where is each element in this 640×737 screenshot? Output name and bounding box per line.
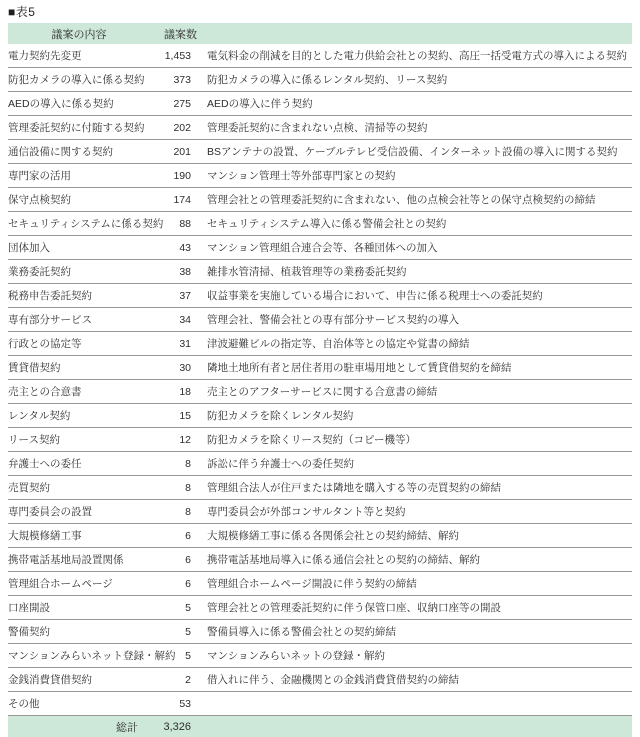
row-agenda-count: 43 — [179, 241, 191, 254]
table-row — [8, 404, 632, 428]
row-description: 専門委員会が外部コンサルタント等と契約 — [207, 506, 406, 518]
row-description: BSアンテナの設置、ケーブルテレビ受信設備、インターネット設備の導入に関する契約 — [207, 146, 618, 158]
table-row — [8, 620, 632, 644]
row-agenda-content: 通信設備に関する契約 — [8, 146, 113, 158]
table-row — [8, 68, 632, 92]
table-row — [8, 332, 632, 356]
row-agenda-count: 31 — [179, 337, 191, 350]
table-row — [8, 44, 632, 68]
table-row — [8, 692, 632, 716]
row-agenda-count: 30 — [179, 361, 191, 374]
row-agenda-count: 202 — [173, 121, 191, 134]
row-agenda-count: 2 — [185, 673, 191, 686]
row-description: 借入れに伴う、金融機関との金銭消費貸借契約の締結 — [207, 674, 459, 686]
table-row — [8, 524, 632, 548]
row-agenda-content: 弁護士への委任 — [8, 458, 82, 470]
row-agenda-content: AEDの導入に係る契約 — [8, 98, 114, 110]
row-agenda-count: 174 — [173, 193, 191, 206]
row-agenda-count: 275 — [173, 97, 191, 110]
row-agenda-count: 5 — [185, 625, 191, 638]
table-row — [8, 212, 632, 236]
table-row — [8, 260, 632, 284]
row-description: 隣地土地所有者と居住者用の駐車場用地として賃貸借契約を締結 — [207, 362, 512, 374]
row-description: 電気料金の削減を目的とした電力供給会社との契約、高圧一括受電方式の導入による契約 — [207, 50, 627, 62]
row-agenda-content: 口座開設 — [8, 602, 50, 614]
row-agenda-content: セキュリティシステムに係る契約 — [8, 218, 164, 230]
row-agenda-count: 15 — [179, 409, 191, 422]
table-row — [8, 452, 632, 476]
row-agenda-content: 警備契約 — [8, 626, 50, 638]
row-agenda-content: 売買契約 — [8, 482, 50, 494]
row-description: 雑排水管清掃、植栽管理等の業務委託契約 — [207, 266, 407, 278]
row-agenda-count: 1,453 — [164, 49, 191, 62]
row-agenda-content: 保守点検契約 — [8, 194, 71, 206]
row-description: 管理委託契約に含まれない点検、清掃等の契約 — [207, 122, 428, 134]
table-row — [8, 116, 632, 140]
row-agenda-content: 売主との合意書 — [8, 386, 82, 398]
row-agenda-count: 34 — [179, 313, 191, 326]
row-agenda-content: 税務申告委託契約 — [8, 290, 92, 302]
row-description: 管理会社との管理委託契約に伴う保管口座、収納口座等の開設 — [207, 602, 501, 614]
row-agenda-count: 88 — [179, 217, 191, 230]
table-row — [8, 644, 632, 668]
row-agenda-content: 専門委員会の設置 — [8, 506, 92, 518]
row-description: AEDの導入に伴う契約 — [207, 98, 313, 110]
row-description: 管理組合ホームページ開設に伴う契約の締結 — [207, 578, 417, 590]
row-agenda-content: 管理委託契約に付随する契約 — [8, 122, 145, 134]
total-label: 総計 — [116, 721, 138, 734]
row-agenda-count: 12 — [179, 433, 191, 446]
row-agenda-content: 大規模修繕工事 — [8, 530, 82, 542]
row-description: 管理組合法人が住戸または隣地を購入する等の売買契約の締結 — [207, 482, 501, 494]
row-agenda-count: 201 — [173, 145, 191, 158]
row-agenda-content: 賃貸借契約 — [8, 362, 61, 374]
row-agenda-content: 行政との協定等 — [8, 338, 82, 350]
row-agenda-count: 38 — [179, 265, 191, 278]
row-description: 管理会社との管理委託契約に含まれない、他の点検会社等との保守点検契約の締結 — [207, 194, 596, 206]
row-agenda-content: 専門家の活用 — [8, 170, 71, 182]
row-description: 訴訟に伴う弁護士への委任契約 — [207, 458, 354, 470]
table-header-row — [8, 23, 632, 44]
row-description: 津波避難ビルの指定等、自治体等との協定や覚書の締結 — [207, 338, 470, 350]
table-row — [8, 428, 632, 452]
row-agenda-content: 専有部分サービス — [8, 314, 92, 326]
row-agenda-content: 業務委託契約 — [8, 266, 71, 278]
row-agenda-count: 53 — [179, 697, 191, 710]
row-description: マンション管理士等外部専門家との契約 — [207, 170, 396, 182]
row-description: 防犯カメラの導入に係るレンタル契約、リース契約 — [207, 74, 448, 86]
table-row — [8, 164, 632, 188]
table-row — [8, 188, 632, 212]
table-row — [8, 668, 632, 692]
row-description: 収益事業を実施している場合において、申告に係る税理士への委託契約 — [207, 290, 543, 302]
table-row — [8, 92, 632, 116]
row-description: 管理会社、警備会社との専有部分サービス契約の導入 — [207, 314, 459, 326]
row-agenda-content: マンションみらいネット登録・解約 — [8, 650, 176, 662]
row-agenda-count: 18 — [179, 385, 191, 398]
row-agenda-count: 373 — [173, 73, 191, 86]
table-row — [8, 140, 632, 164]
row-agenda-content: 防犯カメラの導入に係る契約 — [8, 74, 145, 86]
row-description: 防犯カメラを除くレンタル契約 — [207, 410, 354, 422]
row-description: マンションみらいネットの登録・解約 — [207, 650, 386, 662]
row-agenda-content: リース契約 — [8, 434, 60, 446]
table-row — [8, 500, 632, 524]
row-agenda-count: 5 — [185, 601, 191, 614]
row-agenda-count: 8 — [185, 505, 191, 518]
row-agenda-count: 190 — [173, 169, 191, 182]
row-agenda-count: 5 — [185, 649, 191, 662]
row-description: マンション管理組合連合会等、各種団体への加入 — [207, 242, 438, 254]
row-description: 大規模修繕工事に係る各関係会社との契約締結、解約 — [207, 530, 459, 542]
table-total-row — [8, 716, 632, 737]
table-body — [8, 44, 632, 716]
table-row — [8, 380, 632, 404]
table-title: ■表5 — [8, 5, 36, 19]
row-agenda-content: 電力契約先変更 — [8, 50, 82, 62]
table-row — [8, 356, 632, 380]
row-description: 売主とのアフターサービスに関する合意書の締結 — [207, 386, 438, 398]
row-agenda-content: 金銭消費貸借契約 — [8, 674, 92, 686]
table-row — [8, 236, 632, 260]
row-description: セキュリティシステム導入に係る警備会社との契約 — [207, 218, 447, 230]
table-row — [8, 596, 632, 620]
row-agenda-count: 8 — [185, 457, 191, 470]
row-agenda-content: レンタル契約 — [8, 410, 71, 422]
table-row — [8, 572, 632, 596]
table-row — [8, 548, 632, 572]
table-row — [8, 308, 632, 332]
row-agenda-content: 携帯電話基地局設置関係 — [8, 554, 124, 566]
row-agenda-content: その他 — [8, 698, 40, 710]
table-row — [8, 284, 632, 308]
table-row — [8, 476, 632, 500]
header-agenda-content: 議案の内容 — [51, 28, 107, 41]
row-agenda-count: 6 — [185, 577, 191, 590]
header-agenda-count: 議案数 — [164, 28, 197, 41]
row-agenda-count: 8 — [185, 481, 191, 494]
row-description: 携帯電話基地局導入に係る通信会社との契約の締結、解約 — [207, 554, 480, 566]
row-agenda-count: 37 — [179, 289, 191, 302]
total-value: 3,326 — [163, 720, 191, 733]
row-description: 警備員導入に係る警備会社との契約締結 — [207, 626, 396, 638]
row-agenda-count: 6 — [185, 529, 191, 542]
row-description: 防犯カメラを除くリース契約（コピー機等） — [207, 434, 417, 446]
row-agenda-content: 管理組合ホームページ — [8, 578, 113, 590]
row-agenda-count: 6 — [185, 553, 191, 566]
agenda-table — [8, 23, 632, 737]
row-agenda-content: 団体加入 — [8, 242, 50, 254]
